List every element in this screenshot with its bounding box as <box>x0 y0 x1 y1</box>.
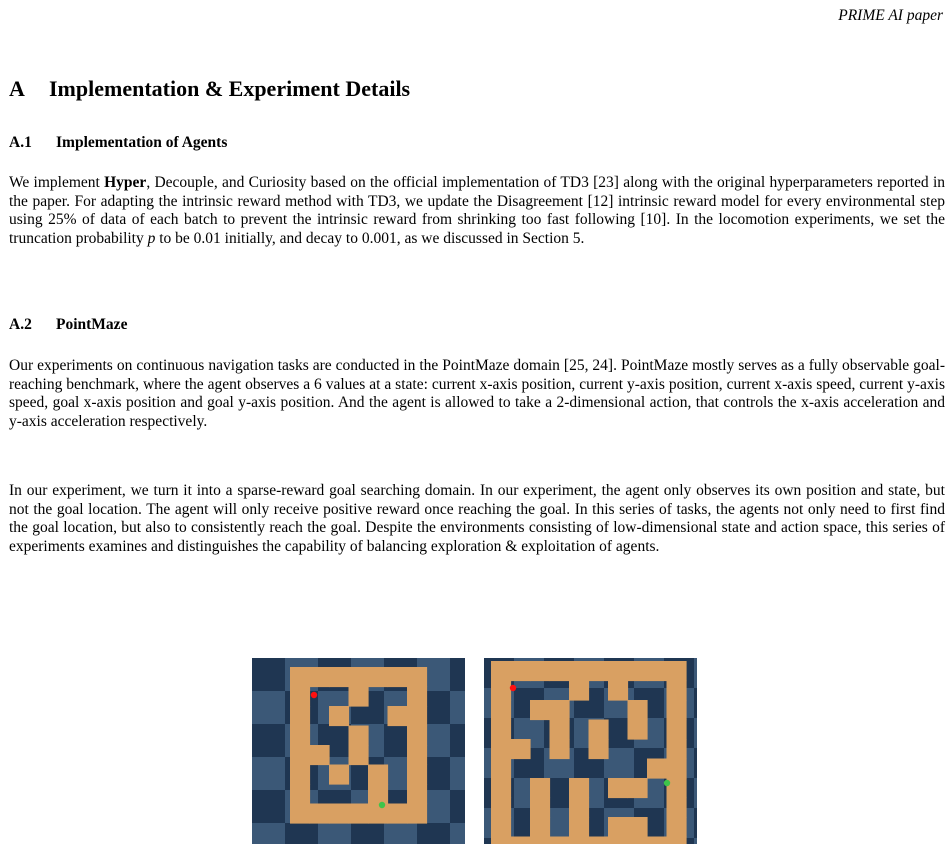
maze-wall <box>550 837 570 845</box>
subsection-title-a1 <box>9 134 227 152</box>
para-a1-text-2: , Decouple, and Curiosity based on the official implementation of TD3 [23] along with the original hyperparameters reported in the paper. For adapting the intrinsic reward method with TD3, we update the Disagreement [12] intrinsic reward model for every environmental step using <box>9 174 945 229</box>
floor-tile <box>450 724 465 757</box>
floor-tile <box>450 823 465 844</box>
maze-wall <box>491 739 511 759</box>
maze-wall <box>550 739 570 759</box>
maze-wall <box>550 700 570 720</box>
floor-tile <box>252 724 285 757</box>
floor-tile <box>285 823 318 844</box>
maze-wall <box>511 739 531 759</box>
maze-wall <box>290 765 310 785</box>
maze-wall <box>530 817 550 837</box>
maze-large-image <box>484 658 697 844</box>
floor-tile <box>252 757 285 790</box>
maze-wall <box>628 778 648 798</box>
math-25-percent: 25% <box>48 211 77 229</box>
maze-wall <box>407 726 427 746</box>
maze-wall <box>667 661 687 681</box>
maze-wall <box>290 745 310 765</box>
maze-wall <box>667 837 687 845</box>
maze-wall <box>388 706 408 726</box>
maze-wall <box>491 720 511 740</box>
floor-tile <box>417 823 450 844</box>
maze-wall <box>628 700 648 720</box>
maze-wall <box>388 667 408 687</box>
math-0-01: 0.01 <box>193 229 221 247</box>
maze-wall <box>647 837 667 845</box>
floor-tile <box>351 823 384 844</box>
floor-tile <box>694 748 697 778</box>
floor-tile <box>252 790 285 823</box>
floor-tile <box>384 823 417 844</box>
maze-wall <box>290 706 310 726</box>
subsection-number-a2: A.2 <box>9 316 32 333</box>
maze-wall <box>550 661 570 681</box>
maze-wall <box>589 837 609 845</box>
maze-wall <box>407 706 427 726</box>
maze-wall <box>667 798 687 818</box>
maze-wall <box>290 667 310 687</box>
para-a1-text-1: We implement <box>9 174 105 191</box>
floor-tile <box>252 823 285 844</box>
maze-wall <box>349 804 369 824</box>
maze-wall <box>628 817 648 837</box>
paragraph-pointmaze-description: Our experiments on continuous navigation tasks are conducted in the PointMaze domain [25, 24]. PointMaze mostly serves as a fully observable goal-reaching benchmark, where the agent observes a 6 values at a state: current x-axis position, current y-axis position, current x-axis speed, current y-axis speed, goal x-axis position and goal y-axis position. And the agent is allowed to take a 2-dimensional action, that controls the x-axis acceleration and y-axis acceleration respectively. <box>9 357 945 430</box>
maze-wall <box>329 667 349 687</box>
method-name-hyper: Hyper <box>104 174 147 191</box>
pointmaze-figure <box>252 658 698 844</box>
floor-tile <box>252 658 285 691</box>
maze-wall <box>407 784 427 804</box>
maze-wall <box>667 681 687 701</box>
subsection-number-a1: A.1 <box>9 134 32 151</box>
maze-wall <box>569 681 589 701</box>
maze-wall <box>368 765 388 785</box>
paragraph-agents-implementation <box>9 174 945 248</box>
maze-wall <box>589 739 609 759</box>
agent-point-marker <box>311 692 317 698</box>
maze-wall <box>608 661 628 681</box>
maze-wall <box>491 681 511 701</box>
maze-wall <box>491 778 511 798</box>
paragraph-pointmaze-experiment: In our experiment, we turn it into a sparse-reward goal searching domain. In our experiment, the agent only observes its own position and state, but not the goal location. The agent will only receive positive reward once reaching the goal. In this series of tasks, the agents not only need to first find the goal location, but also to consistently reach the goal. Despite the environments consisting of low-dimensional state and action space, this series of experiments examines and distinguishes the capability of balancing exploration & exploitation of agents. <box>9 482 945 555</box>
floor-tile <box>694 718 697 748</box>
maze-wall <box>530 700 550 720</box>
maze-wall <box>329 706 349 726</box>
maze-wall <box>608 681 628 701</box>
maze-wall <box>407 804 427 824</box>
math-0-001: 0.001 <box>361 229 397 247</box>
maze-wall <box>368 784 388 804</box>
maze-large-svg <box>484 658 697 844</box>
maze-wall <box>569 837 589 845</box>
floor-tile <box>450 790 465 823</box>
maze-wall <box>667 720 687 740</box>
maze-wall <box>511 837 531 845</box>
floor-tile <box>252 691 285 724</box>
maze-small-image <box>252 658 465 844</box>
maze-wall <box>667 817 687 837</box>
math-p: p <box>147 229 156 247</box>
maze-wall <box>407 687 427 707</box>
maze-wall <box>329 765 349 785</box>
maze-wall <box>530 661 550 681</box>
maze-wall <box>667 700 687 720</box>
maze-wall <box>491 700 511 720</box>
subsection-title-a1-text: Implementation of Agents <box>56 134 228 151</box>
maze-wall <box>349 667 369 687</box>
maze-wall <box>667 759 687 779</box>
maze-wall <box>569 798 589 818</box>
maze-wall <box>608 817 628 837</box>
floor-tile <box>694 838 697 844</box>
maze-wall <box>608 837 628 845</box>
maze-wall <box>491 661 511 681</box>
section-title <box>9 76 410 102</box>
maze-wall <box>608 778 628 798</box>
maze-wall <box>511 661 531 681</box>
maze-wall <box>491 759 511 779</box>
maze-wall <box>407 667 427 687</box>
maze-wall <box>290 804 310 824</box>
section-number: A <box>9 76 25 101</box>
maze-wall <box>667 739 687 759</box>
maze-wall <box>530 798 550 818</box>
maze-wall <box>310 804 330 824</box>
maze-wall <box>290 687 310 707</box>
maze-wall <box>550 720 570 740</box>
floor-tile <box>694 778 697 808</box>
subsection-title-a2 <box>9 316 127 334</box>
maze-wall <box>368 667 388 687</box>
maze-wall <box>407 745 427 765</box>
goal-point-marker <box>379 802 385 808</box>
para-a1-text-3: of data of each batch to prevent the intrinsic reward from shrinking too fast following [10]. In the locomotion experiments, we set the truncation probability <box>9 211 945 247</box>
maze-wall <box>569 778 589 798</box>
maze-wall <box>628 720 648 740</box>
maze-wall <box>491 837 511 845</box>
maze-wall <box>628 837 648 845</box>
maze-wall <box>569 661 589 681</box>
maze-wall <box>310 745 330 765</box>
para-a1-text-5: initially, and decay to <box>220 229 362 247</box>
maze-wall <box>388 804 408 824</box>
section-title-text: Implementation & Experiment Details <box>49 76 411 101</box>
maze-wall <box>349 745 369 765</box>
para-a1-text-4: to be <box>155 229 194 247</box>
maze-wall <box>628 661 648 681</box>
maze-wall <box>491 798 511 818</box>
maze-wall <box>569 817 589 837</box>
maze-wall <box>530 778 550 798</box>
maze-wall <box>329 804 349 824</box>
para-a1-text-6: , as we discussed in Section 5. <box>396 229 585 247</box>
maze-small-svg <box>252 658 465 844</box>
running-header: PRIME AI paper <box>838 7 943 24</box>
maze-wall <box>368 804 388 824</box>
maze-wall <box>589 661 609 681</box>
maze-wall <box>407 765 427 785</box>
maze-wall <box>349 726 369 746</box>
floor-tile <box>450 658 465 691</box>
agent-point-marker <box>510 685 516 691</box>
subsection-title-a2-text: PointMaze <box>56 316 128 333</box>
floor-tile <box>694 658 697 688</box>
floor-tile <box>694 808 697 838</box>
floor-tile <box>694 688 697 718</box>
goal-point-marker <box>664 780 670 786</box>
maze-wall <box>647 661 667 681</box>
floor-tile <box>450 691 465 724</box>
maze-wall <box>667 778 687 798</box>
maze-wall <box>530 837 550 845</box>
maze-wall <box>589 720 609 740</box>
maze-wall <box>647 759 667 779</box>
maze-wall <box>349 687 369 707</box>
floor-tile <box>318 823 351 844</box>
maze-wall <box>290 784 310 804</box>
maze-wall <box>491 817 511 837</box>
floor-tile <box>450 757 465 790</box>
maze-wall <box>310 667 330 687</box>
maze-wall <box>290 726 310 746</box>
